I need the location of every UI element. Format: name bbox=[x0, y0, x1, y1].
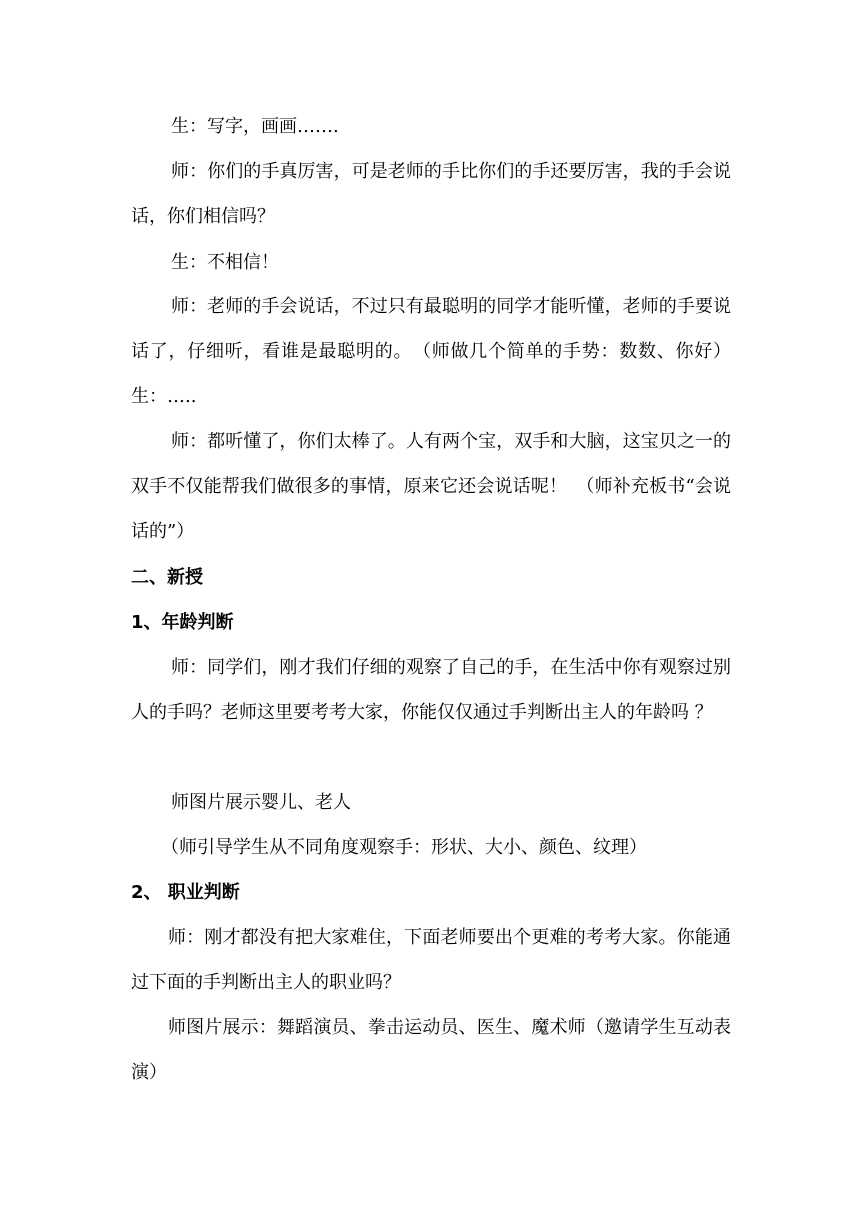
paragraph-show-occupations: 师图片展示：舞蹈演员、拳击运动员、医生、魔术师（邀请学生互动表演） bbox=[131, 1017, 731, 1083]
paragraph-guide-observation: （师引导学生从不同角度观察手：形状、大小、颜色、纹理） bbox=[161, 837, 647, 858]
paragraph-teacher-harder-question: 师：刚才都没有把大家难住，下面老师要出个更难的考考大家。你能通过下面的手判断出主人的职业吗？ bbox=[131, 927, 731, 993]
subheading-age-judgment: 1、年龄判断 bbox=[131, 612, 234, 633]
paragraph-student-disbelief: 生：不相信！ bbox=[171, 252, 279, 273]
section-heading-new-lesson: 二、新授 bbox=[131, 567, 203, 588]
paragraph-teacher-gestures: 师：老师的手会说话，不过只有最聪明的同学才能听懂，老师的手要说话了，仔细听，看谁是最聪明的。 （师做几个简单的手势：数数、你好）生：….. bbox=[131, 296, 731, 407]
paragraph-teacher-observe-hands: 师：同学们，刚才我们仔细的观察了自己的手，在生活中你有观察过别人的手吗？老师这里要考考大家，你能仅仅通过手判断出主人的年龄吗 ？ bbox=[131, 657, 731, 723]
subheading-occupation-judgment: 2、 职业判断 bbox=[131, 882, 240, 903]
paragraph-student-answer-writing: 生：写字，画画……. bbox=[171, 116, 339, 137]
paragraph-teacher-hands-talk: 师：你们的手真厉害，可是老师的手比你们的手还要厉害，我的手会说话，你们相信吗？ bbox=[131, 161, 731, 227]
paragraph-teacher-two-treasures: 师：都听懂了，你们太棒了。人有两个宝，双手和大脑，这宝贝之一的双手不仅能帮我们做很多的事情，原来它还会说话呢！ （师补充板书“会说话的”） bbox=[131, 431, 731, 542]
paragraph-show-baby-elder: 师图片展示婴儿、老人 bbox=[171, 792, 351, 813]
